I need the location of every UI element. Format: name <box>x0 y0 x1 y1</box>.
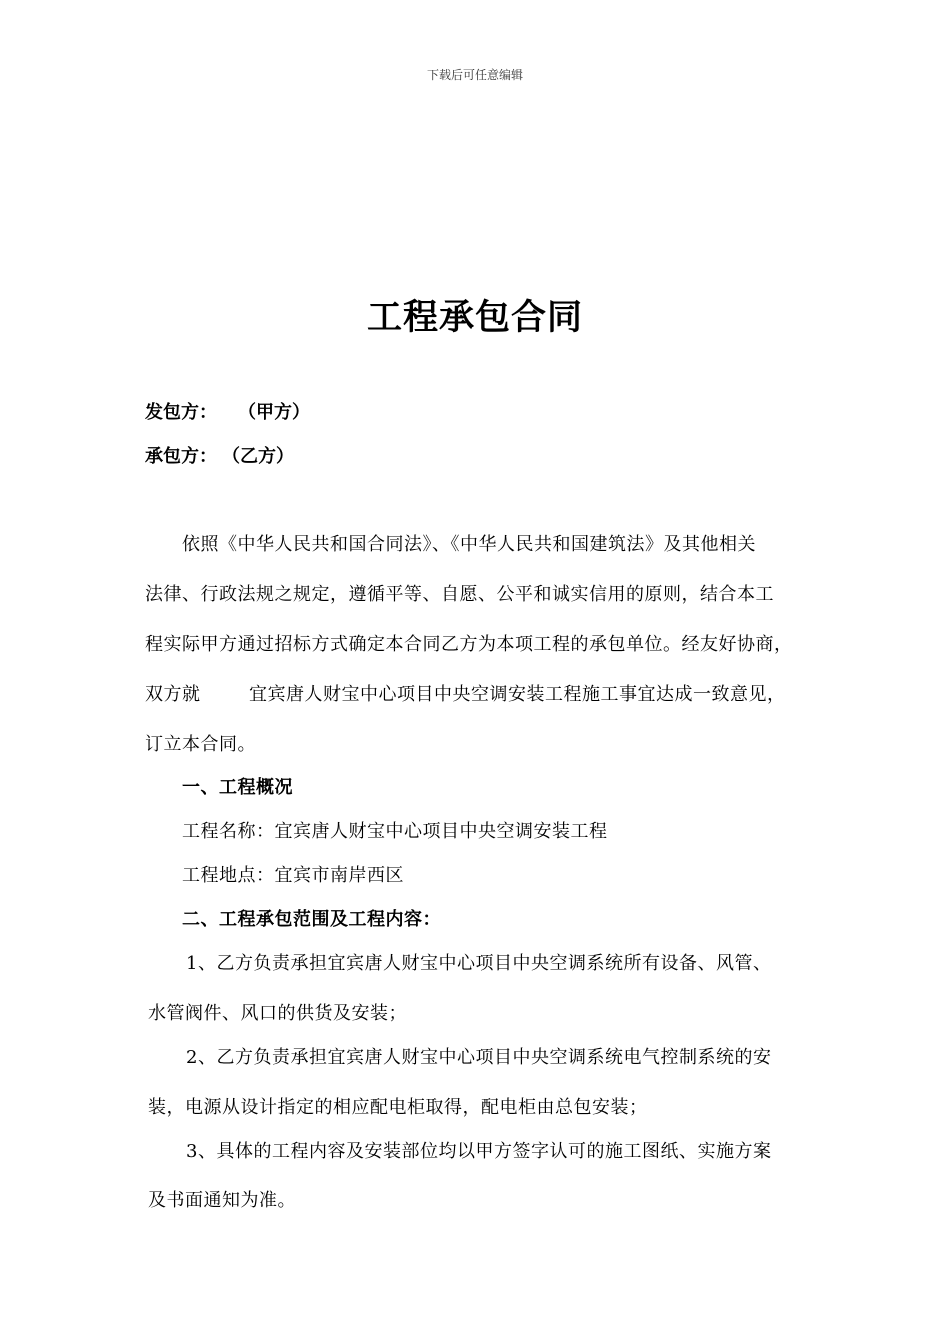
project-location: 工程地点：宜宾市南岸西区 <box>182 865 404 886</box>
scope-item-line: 装，电源从设计指定的相应配电柜取得，配电柜由总包安装； <box>148 1097 648 1118</box>
header-note: 下载后可任意编辑 <box>426 68 523 82</box>
contractor-label: 承包方： <box>145 446 217 467</box>
employer-value: （甲方） <box>238 402 310 423</box>
scope-item-line: 3、具体的工程内容及安装部位均以甲方签字认可的施工图纸、实施方案 <box>186 1141 772 1162</box>
preamble-line: 程实际甲方通过招标方式确定本合同乙方为本项工程的承包单位。经友好协商， <box>145 634 793 655</box>
project-name: 工程名称：宜宾唐人财宝中心项目中央空调安装工程 <box>182 821 608 842</box>
preamble-line: 法律、行政法规之规定，遵循平等、自愿、公平和诚实信用的原则，结合本工 <box>145 584 774 605</box>
scope-item-line: 水管阀件、风口的供货及安装； <box>148 1003 407 1024</box>
preamble-line: 双方就 <box>145 684 201 705</box>
preamble-line: 依照《中华人民共和国合同法》、《中华人民共和国建筑法》及其他相关 <box>182 534 756 555</box>
preamble-line: 宜宾唐人财宝中心项目中央空调安装工程施工事宜达成一致意见， <box>249 684 786 705</box>
employer-label: 发包方： <box>145 402 217 423</box>
preamble-line: 订立本合同。 <box>145 734 256 755</box>
scope-item-line: 2、乙方负责承担宜宾唐人财宝中心项目中央空调系统电气控制系统的安 <box>186 1047 772 1068</box>
contract-title: 工程承包合同 <box>366 298 583 338</box>
section-heading: 一、工程概况 <box>182 777 293 798</box>
contractor-value: （乙方） <box>222 446 294 467</box>
scope-item-line: 及书面通知为准。 <box>148 1190 296 1211</box>
section-heading: 二、工程承包范围及工程内容： <box>182 909 441 930</box>
scope-item-line: 1、乙方负责承担宜宾唐人财宝中心项目中央空调系统所有设备、风管、 <box>186 953 772 974</box>
